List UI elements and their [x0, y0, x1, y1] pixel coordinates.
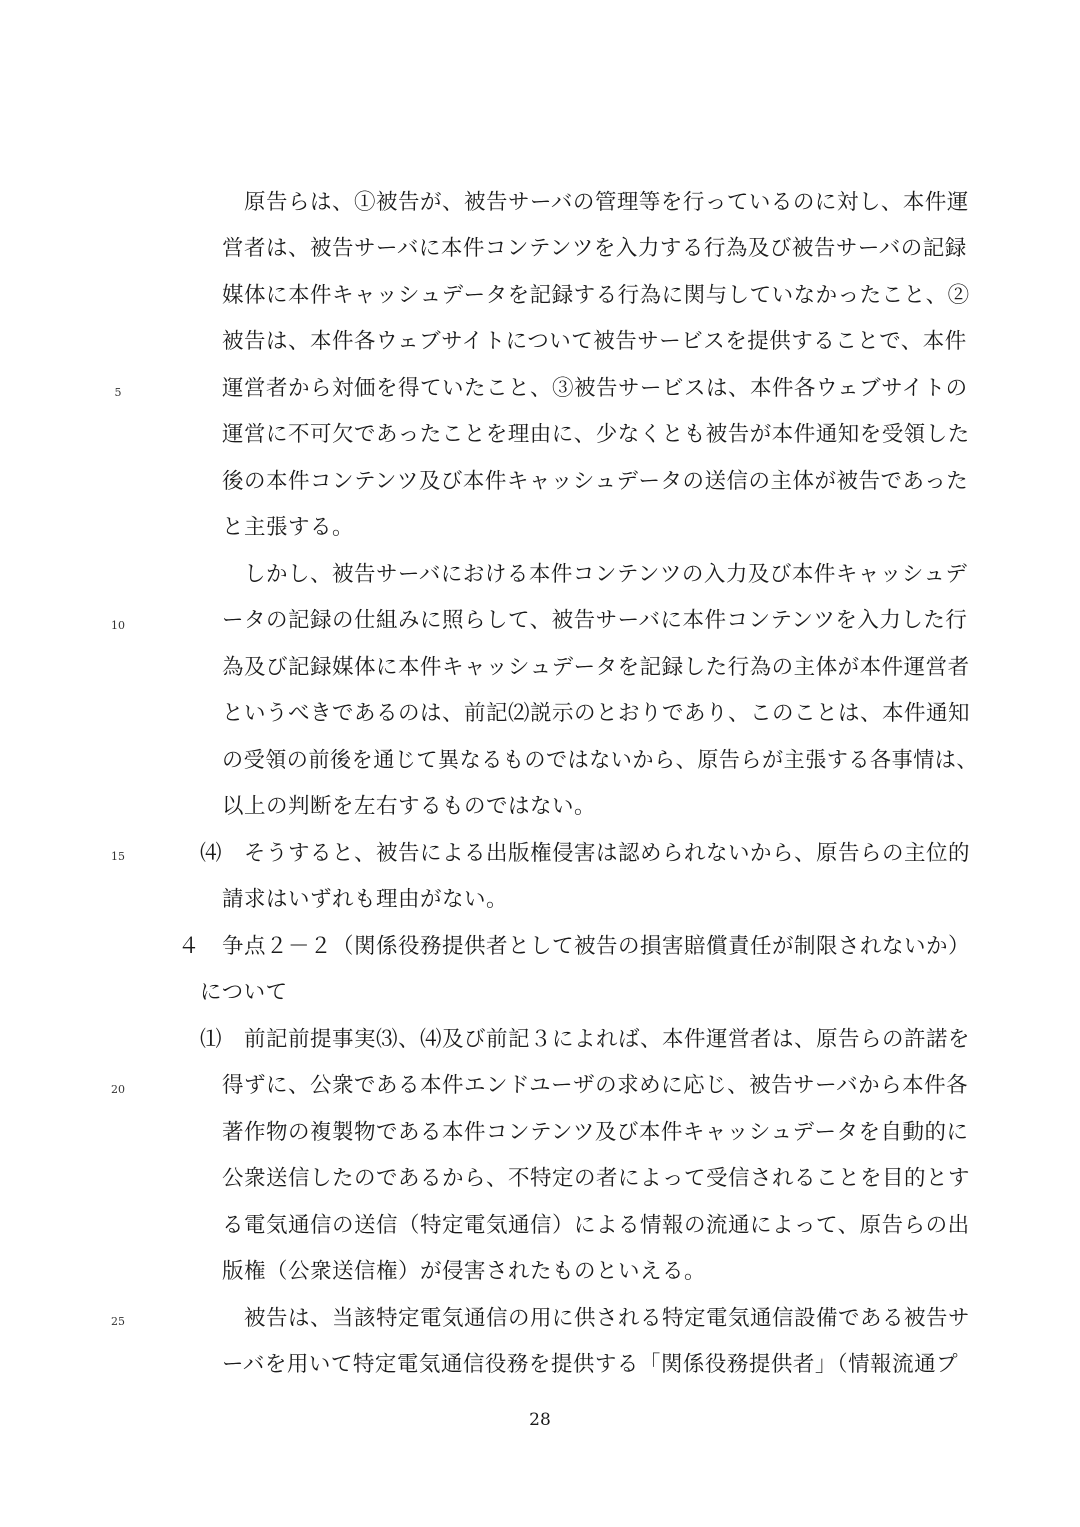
text-line: ⑴ 前記前提事実⑶、⑷及び前記３によれば、本件運営者は、原告らの許諾を	[200, 1027, 971, 1052]
text-line: 著作物の複製物である本件コンテンツ及び本件キャッシュデータを自動的に	[222, 1120, 969, 1145]
text-line: 版権（公衆送信権）が侵害されたものといえる。	[222, 1259, 707, 1284]
text-line: 以上の判断を左右するものではない。	[222, 794, 597, 819]
text-line: る電気通信の送信（特定電気通信）による情報の流通によって、原告らの出	[222, 1213, 970, 1238]
text-line: 請求はいずれも理由がない。	[222, 887, 509, 912]
page-number: 28	[529, 1410, 551, 1430]
line-number-10: 10	[111, 619, 125, 632]
section-heading: ４ 争点２－２（関係役務提供者として被告の損害賠償責任が制限されないか）	[178, 934, 971, 959]
text-line: と主張する。	[222, 515, 355, 540]
text-line: 運営に不可欠であったことを理由に、少なくとも被告が本件通知を受領した	[222, 422, 970, 447]
line-number-5: 5	[114, 386, 122, 399]
text-line: というべきであるのは、前記⑵説示のとおりであり、このことは、本件通知	[222, 701, 971, 726]
text-line: しかし、被告サーバにおける本件コンテンツの入力及び本件キャッシュデ	[222, 562, 968, 587]
text-line: 媒体に本件キャッシュデータを記録する行為に関与していなかったこと、②	[222, 283, 970, 308]
line-number-25: 25	[111, 1315, 125, 1328]
text-line: ⑷ そうすると、被告による出版権侵害は認められないから、原告らの主位的	[200, 841, 971, 866]
text-line: 得ずに、公衆である本件エンドユーザの求めに応じ、被告サーバから本件各	[222, 1073, 969, 1098]
text-line: 公衆送信したのであるから、不特定の者によって受信されることを目的とす	[222, 1166, 971, 1191]
line-number-20: 20	[111, 1083, 125, 1096]
text-line: 運営者から対価を得ていたこと、③被告サービスは、本件各ウェブサイトの	[222, 376, 968, 401]
text-line: について	[200, 980, 288, 1005]
text-line: 原告らは、①被告が、被告サーバの管理等を行っているのに対し、本件運	[222, 190, 969, 215]
text-line: 後の本件コンテンツ及び本件キャッシュデータの送信の主体が被告であった	[222, 469, 969, 494]
text-line: ーバを用いて特定電気通信役務を提供する「関係役務提供者」（情報流通プ	[222, 1352, 959, 1377]
line-number-15: 15	[111, 850, 125, 863]
text-line: 被告は、当該特定電気通信の用に供される特定電気通信設備である被告サ	[222, 1306, 971, 1331]
text-line: ータの記録の仕組みに照らして、被告サーバに本件コンテンツを入力した行	[222, 608, 968, 633]
text-line: 営者は、被告サーバに本件コンテンツを入力する行為及び被告サーバの記録	[222, 236, 967, 261]
text-line: の受領の前後を通じて異なるものではないから、原告らが主張する各事情は、	[222, 748, 979, 773]
text-line: 為及び記録媒体に本件キャッシュデータを記録した行為の主体が本件運営者	[222, 655, 970, 680]
text-line: 被告は、本件各ウェブサイトについて被告サービスを提供することで、本件	[222, 329, 967, 354]
